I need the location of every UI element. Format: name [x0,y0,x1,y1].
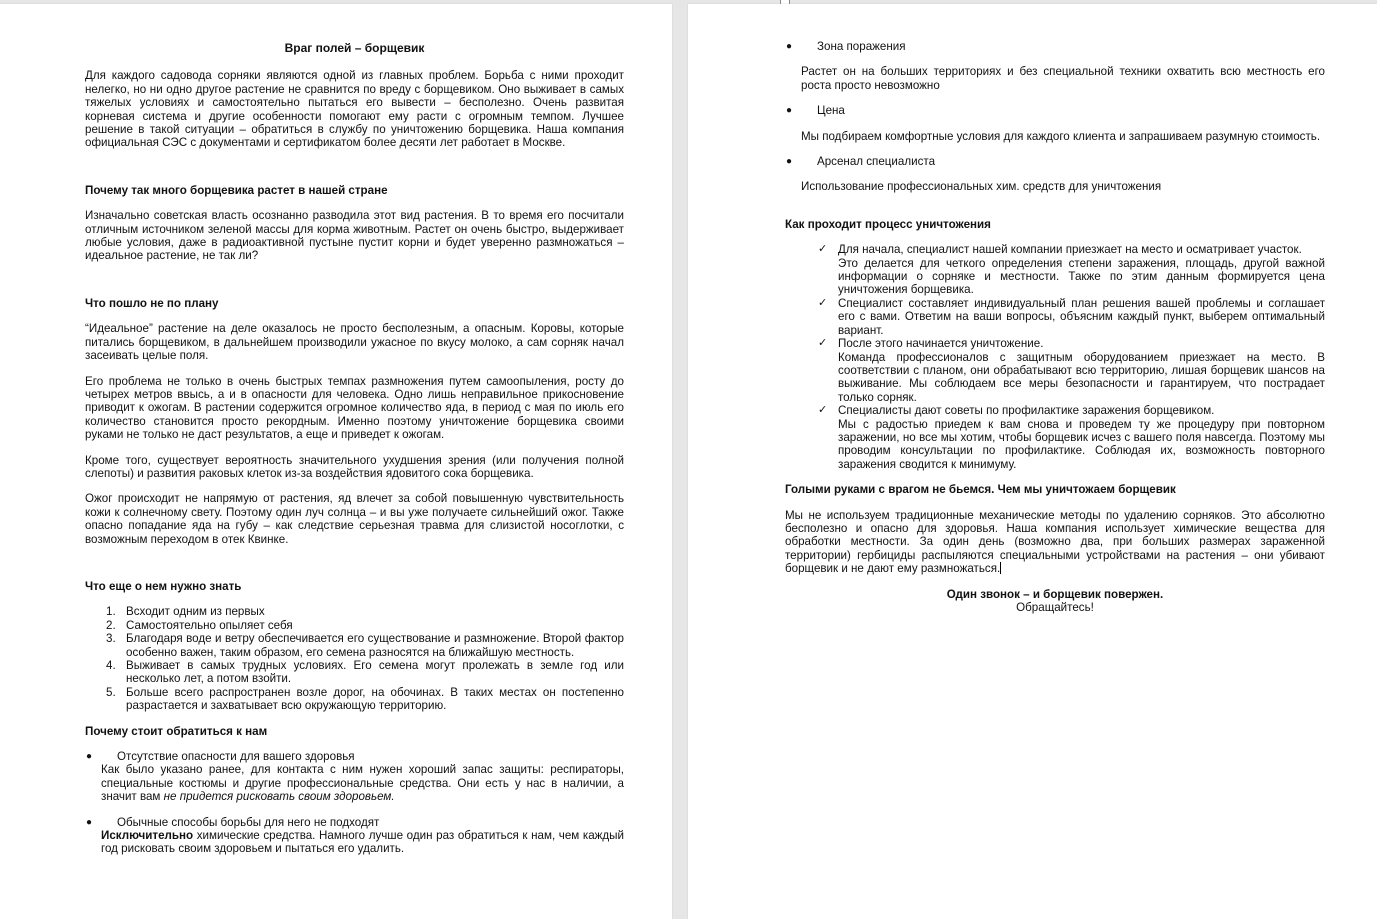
checklist-item [785,297,1325,337]
page-1-text-column [85,42,624,856]
bullet-body-price: Мы подбираем комфортные условия для каждого клиента и запрашиваем разумную стоимость. [801,129,1321,143]
document-page-1 [0,4,672,919]
bullet-italic-text: не придется рисковать своим здоровьем. [163,790,395,804]
checklist-head: Специалисты дают советы по профилактике заражения борщевиком. [838,404,1215,418]
paragraph-vision-risk: Кроме того, существует вероятность значительного ухудшения зрения (или получения полной слепоты) и развития раковых клеток из-за воздействия ядовитого сока борщевика. [85,453,624,480]
heading-why-us: Почему стоит обратиться к нам [85,724,268,738]
checklist-item [785,404,1325,471]
heading-what-to-know: Что еще о нем нужно знать [85,579,242,593]
bullet-title: Отсутствие опасности для вашего здоровья [117,750,355,764]
bullet-item-methods [85,816,624,829]
bullet-body-safety [85,763,624,803]
closing-bold [785,588,1325,601]
checklist-body: Команда профессионалов с защитным оборудованием приезжает на место. В соответствии с планом, они обрабатывают всю территорию, лишая борщевик шансов на выживание. Мы соблюдаем все меры безопасности и гарантируем, что пострадает только сорняк. [838,350,1325,404]
bullet-title: Зона поражения [817,40,906,53]
paragraph-chemicals-text: Мы не используем традиционные механические методы по удалению сорняков. Это абсолютно бесполезно и опасно для здоровья. Наша компания использует химические вещества для обработки местности. За один день (возможно два, при больших размерах зараженной территории) гербициды распыляются специальными устройствами на растения – они убивают борщевик и не дают ему размножаться. [785,508,1325,576]
checklist-item [785,243,1325,297]
checklist-head: Для начала, специалист нашей компании приезжает на место и осматривает участок. [838,243,1302,257]
paragraph-dangerous-plant: “Идеальное” растение на деле оказалось не просто бесполезным, а опасным. Коровы, которые питались борщевиком, в дальнейшем производили ужасное по вкусу молоко, а сам сорняк начал засеивать целые поля. [85,322,624,363]
paragraph-burns: Ожог происходит не напрямую от растения, яд влечет за собой повышенную чувствительность кожи к солнечному свету. Поэтому один луч солнца – и вы уже получаете сильнейший ожог. Также опасно попадание яда на губу – как следствие серьезная травма для слизистой носоглотки, с возможным переходом в отек Квинке. [85,492,624,546]
list-item-text: Всходит одним из первых [126,605,265,619]
list-number: 3. [106,632,116,646]
list-item-text: Самостоятельно опыляет себя [126,618,293,632]
bullet-item-price [785,104,1325,117]
checklist-body: Это делается для четкого определения степени заражения, площадь, другой важной информации о сорняке и местности. Также по этим данным формируется цена уничтожения борщевика. [838,256,1325,297]
bullet-text: Как было указано ранее, для контакта с ним нужен хороший запас защиты: респираторы, специальные костюмы и другие профессиональные средства. Они есть у нас в наличии, а значит вам [101,763,624,804]
list-number: 5. [106,685,116,699]
paragraph-soviet-history: Изначально советская власть осознанно разводила этот вид растения. В то время его посчитали отличным источником зеленой массы для корма животным. Растет он очень быстро, выдерживает любые условия, даже в радиоактивной пустыне пустит корни и будет уверенно размножаться – идеальное растение, не так ли? [85,209,624,263]
closing-line: Обращайтесь! [1016,601,1094,614]
heading-process: Как проходит процесс уничтожения [785,217,991,231]
list-item-text: Выживает в самых трудных условиях. Его семена могут пролежать в земле год или несколько лет, а потом взойти. [126,659,624,686]
list-item-text: Благодаря воде и ветру обеспечивается его существование и размножение. Второй фактор особенно важен, таким образом, его семена разносятся на ближайшую местность. [126,632,624,659]
closing-bold-text: Один звонок – и борщевик повержен. [946,587,1164,601]
bullet-icon: ● [786,105,793,117]
checklist-head: После этого начинается уничтожение. [838,337,1044,351]
heading-what-went-wrong: Что пошло не по плану [85,296,219,310]
list-item-text: Больше всего распространен возле дорог, на обочинах. В таких местах он постепенно разрастается и захватывает всю окружающую территорию. [126,685,624,713]
document-page-2 [688,4,1377,919]
list-item [85,619,624,632]
list-number: 4. [106,659,116,672]
paragraph-chemicals[interactable] [785,509,1325,576]
bullet-item-arsenal [785,155,1325,168]
list-number: 2. [106,618,116,632]
intro-paragraph: Для каждого садовода сорняки являются одной из главных проблем. Борьба с ними проходит нелегко, но ни одно другое растение не сравнится по вреду с борщевиком. Оно выживает в самых тяжелых условиях и самостоятельно пытаться его вывести – бесполезно. Очень развитая корневая система и другие особенности помогают ему расти с огромным темпом. Лучшее решение в такой ситуации – обратиться в службу по уничтожению борщевика. Наша компания официальная СЭС с документами и сертификатом более десяти лет работает в Москве. [85,69,624,150]
checklist-item [785,337,1325,404]
bullet-icon: ● [786,41,793,52]
bullet-body-arsenal: Использование профессиональных хим. средств для уничтожения [801,180,1162,194]
bullet-item-zone [785,40,1325,53]
checkmark-icon: ✓ [818,404,828,417]
list-item [85,605,624,618]
list-number: 1. [106,605,116,619]
checklist-body: Мы с радостью приедем к вам снова и проведем ту же процедуру при повторном заражении, но все мы хотим, чтобы борщевик исчез с вашего поля навсегда. Поэтому мы проводим консультации по профилактике. Соблюдая их, возможность повторного заражения сводится к минимуму. [838,417,1325,471]
document-title: Враг полей – борщевик [284,41,425,55]
bullet-body-methods [85,829,624,856]
bullet-icon: ● [786,156,793,168]
checklist-head: Специалист составляет индивидуальный план решения вашей проблемы и соглашает его с вами. Ответим на ваши вопросы, объясним каждый пункт, выберем оптимальный вариант. [838,296,1325,337]
checkmark-icon: ✓ [818,296,828,309]
bullet-bold-text: Исключительно [101,829,194,843]
bullet-text: химические средства. Намного лучше один раз обратиться к нам, чем каждый год рисковать своим здоровьем и пытаться его удалить. [101,829,624,856]
list-item [85,632,624,659]
heading-why-so-much: Почему так много борщевика растет в нашей стране [85,183,388,197]
bullet-body-zone: Растет он на больших территориях и без специальной техники охватить всю местность его роста просто невозможно [801,65,1325,92]
checkmark-icon: ✓ [818,337,828,350]
page-2-text-column [785,40,1325,614]
paragraph-danger-to-humans: Его проблема не только в очень быстрых темпах размножения путем самоопыления, росту до четырех метров ввысь, а и в опасности для человека. Одно лишь неправильное прикосновение приводит к ожогам. В растении содержится огромное количество яда, в период с мая по июль его количество становится просто рекордным. Именно поэтому уничтожение борщевика своими руками не только не даст результатов, а еще и приведет к ожогам. [85,374,624,442]
checkmark-icon: ✓ [818,243,828,256]
list-item [85,659,624,686]
bullet-title: Обычные способы борьбы для него не подходят [117,815,380,829]
bullet-item-safety [85,750,624,763]
bullet-title: Арсенал специалиста [817,155,936,169]
bullet-icon: ● [86,816,93,828]
text-cursor [1000,562,1001,574]
list-item [85,686,624,713]
heading-our-methods: Голыми руками с врагом не бьемся. Чем мы уничтожаем борщевик [785,483,1176,497]
facts-numbered-list [85,605,624,712]
bullet-title: Цена [817,104,845,118]
bullet-icon: ● [86,751,93,763]
